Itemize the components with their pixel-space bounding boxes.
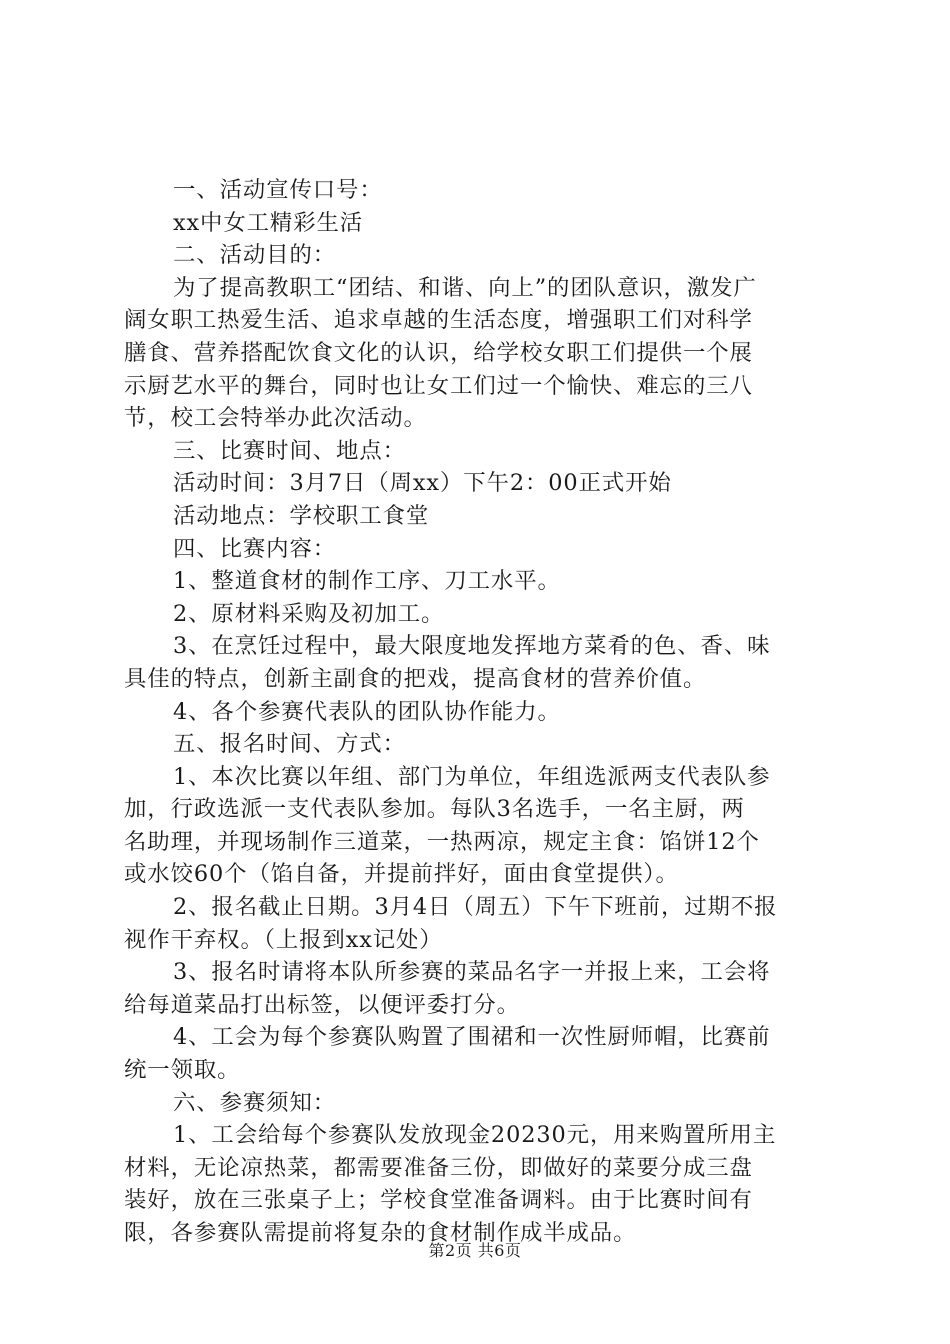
text-line: 为了提高教职工“团结、和谐、向上”的团队意识，激发广 <box>173 274 757 301</box>
text-line: 3、在烹饪过程中，最大限度地发挥地方菜肴的色、香、味 <box>173 633 771 660</box>
text-line: 节，校工会特举办此次活动。 <box>124 405 427 432</box>
text-line: 2、报名截止日期。3月4日（周五）下午下班前，过期不报 <box>173 894 778 921</box>
text-line: 视作干弃权。（上报到xx记处） <box>124 926 443 953</box>
text-line: 1、工会给每个参赛队发放现金20230元，用来购置所用主 <box>173 1122 777 1149</box>
text-line: 四、比赛内容： <box>173 535 337 562</box>
text-line: 示厨艺水平的舞台，同时也让女工们过一个愉快、难忘的三八 <box>124 372 753 399</box>
text-line: 二、活动目的： <box>173 242 337 269</box>
text-line: 阔女职工热爱生活、追求卓越的生活态度，增强职工们对科学 <box>124 307 753 334</box>
text-line: 装好，放在三张桌子上；学校食堂准备调料。由于比赛时间有 <box>124 1187 753 1214</box>
text-line: 膳食、营养搭配饮食文化的认识，给学校女职工们提供一个展 <box>124 339 753 366</box>
text-line: 3、报名时请将本队所参赛的菜品名字一并报上来，工会将 <box>173 959 771 986</box>
text-line: 名助理，并现场制作三道菜，一热两凉，规定主食：馅饼12个 <box>124 828 760 855</box>
text-line: 活动地点：学校职工食堂 <box>173 502 430 529</box>
document-body <box>124 174 836 1250</box>
text-line: 限，各参赛队需提前将复杂的食材制作成半成品。 <box>124 1220 637 1246</box>
text-line: 1、整道食材的制作工序、刀工水平。 <box>173 568 561 595</box>
text-line: 材料，无论凉热菜，都需要准备三份，即做好的菜要分成三盘 <box>124 1154 753 1181</box>
text-line: 4、各个参赛代表队的团队协作能力。 <box>173 698 561 725</box>
text-line: 4、工会为每个参赛队购置了围裙和一次性厨师帽，比赛前 <box>173 1024 771 1051</box>
text-line: 2、原材料采购及初加工。 <box>173 600 445 627</box>
text-line: 五、报名时间、方式： <box>173 731 406 758</box>
text-line: xx中女工精彩生活 <box>173 209 364 236</box>
text-line: 一、活动宣传口号： <box>173 177 383 203</box>
text-line: 1、本次比赛以年组、部门为单位，年组选派两支代表队参 <box>173 763 771 790</box>
page-number-footer: 第2页 共6页 <box>428 1241 522 1260</box>
text-line: 活动时间：3月7日（周xx）下午2：00正式开始 <box>173 470 672 497</box>
text-line: 加，行政选派一支代表队参加。每队3名选手，一名主厨，两 <box>124 796 745 823</box>
text-line: 六、参赛须知： <box>173 1089 337 1116</box>
text-line: 给每道菜品打出标签，以便评委打分。 <box>124 991 520 1018</box>
text-line: 三、比赛时间、地点： <box>173 437 406 464</box>
text-line: 具佳的特点，创新主副食的把戏，提高食材的营养价值。 <box>124 665 707 692</box>
text-line: 统一领取。 <box>124 1057 241 1084</box>
text-line: 或水饺60个（馅自备，并提前拌好，面由食堂提供）。 <box>124 861 679 888</box>
